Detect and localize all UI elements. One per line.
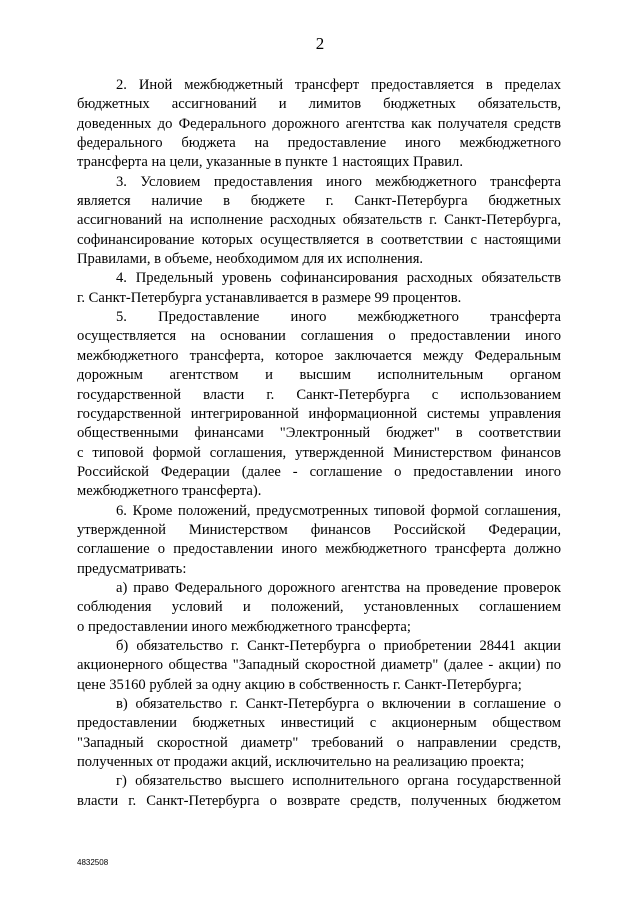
text-line: доведенных до Федерального дорожного агентства как получателя средств (77, 115, 561, 132)
text-line: Правилами, в объеме, необходимом для их исполнения. (77, 251, 424, 268)
document-code: 4832508 (77, 858, 109, 867)
paragraph (77, 637, 561, 695)
document-body (77, 76, 561, 811)
page-number: 2 (315, 34, 325, 53)
text-line: бюджетных ассигнований и лимитов бюджетных обязательств, (77, 96, 561, 113)
paragraph (77, 76, 561, 173)
text-line: трансферта на цели, указанные в пункте 1 настоящих Правил. (77, 154, 463, 171)
text-line: предусматривать: (77, 560, 187, 577)
text-line: г) обязательство высшего исполнительного органа государственной (116, 773, 561, 790)
text-line: акционерного общества "Западный скоростной диаметр" (далее - акции) по (77, 657, 561, 674)
text-line: межбюджетного трансферта). (77, 483, 262, 500)
text-line: 2. Иной межбюджетный трансферт предоставляется в пределах (116, 77, 561, 93)
text-line: 6. Кроме положений, предусмотренных типовой формой соглашения, (116, 502, 561, 519)
text-line: утвержденной Министерством финансов Российской Федерации, (77, 521, 561, 538)
text-line: "Западный скоростной диаметр" требований о направлении средств, (77, 734, 561, 751)
text-line: осуществляется на основании соглашения о предоставлении иного (77, 328, 561, 345)
text-line: софинансирование которых осуществляется в соответствии с настоящими (77, 231, 561, 248)
text-line: общественными финансами "Электронный бюджет" в соответствии (77, 425, 561, 442)
text-line: 5. Предоставление иного межбюджетного трансферта (116, 309, 561, 326)
text-line: а) право Федерального дорожного агентства на проведение проверок (116, 579, 561, 596)
paragraph (77, 695, 561, 772)
text-line: межбюджетного трансферта, которое заключается между Федеральным (77, 347, 561, 364)
text-line: является наличие в бюджете г. Санкт-Петербурга бюджетных (77, 193, 561, 210)
text-line: в) обязательство г. Санкт-Петербурга о включении в соглашение о (116, 696, 561, 712)
text-line: государственной интегрированной информационной системы управления (77, 405, 561, 422)
paragraph (77, 579, 561, 637)
text-line: власти г. Санкт-Петербурга о возврате средств, полученных бюджетом (77, 792, 561, 809)
text-line: б) обязательство г. Санкт-Петербурга о приобретении 28441 акции (116, 637, 561, 654)
text-line: предоставлении бюджетных инвестиций с акционерным обществом (77, 715, 561, 732)
text-line: федерального бюджета на предоставление иного межбюджетного (77, 135, 561, 152)
text-line: ассигнований на исполнение расходных обязательств г. Санкт-Петербурга, (77, 212, 561, 229)
text-line: с типовой формой соглашения, утвержденной Министерством финансов (77, 444, 561, 461)
paragraph (77, 502, 561, 579)
text-line: Российской Федерации (далее - соглашение о предоставлении иного (77, 463, 561, 480)
text-line: соблюдения условий и положений, установленных соглашением (77, 599, 561, 616)
text-line: г. Санкт-Петербурга устанавливается в размере 99 процентов. (77, 289, 462, 306)
text-line: 4. Предельный уровень софинансирования расходных обязательств (116, 270, 561, 287)
paragraph (77, 173, 561, 270)
paragraph (77, 269, 561, 308)
text-line: цене 35160 рублей за одну акцию в собственность г. Санкт-Петербурга; (77, 676, 522, 693)
paragraph (77, 308, 561, 501)
text-line: полученных от продажи акций, исключительно на реализацию проекта; (77, 754, 525, 771)
paragraph (77, 772, 561, 811)
text-line: о предоставлении иного межбюджетного трансферта; (77, 618, 411, 635)
text-line: 3. Условием предоставления иного межбюджетного трансферта (116, 173, 561, 190)
text-line: дорожным агентством и высшим исполнительным органом (77, 367, 561, 384)
text-line: государственной власти г. Санкт-Петербурга с использованием (77, 386, 561, 403)
text-line: соглашение о предоставлении иного межбюджетного трансферта должно (77, 541, 561, 558)
